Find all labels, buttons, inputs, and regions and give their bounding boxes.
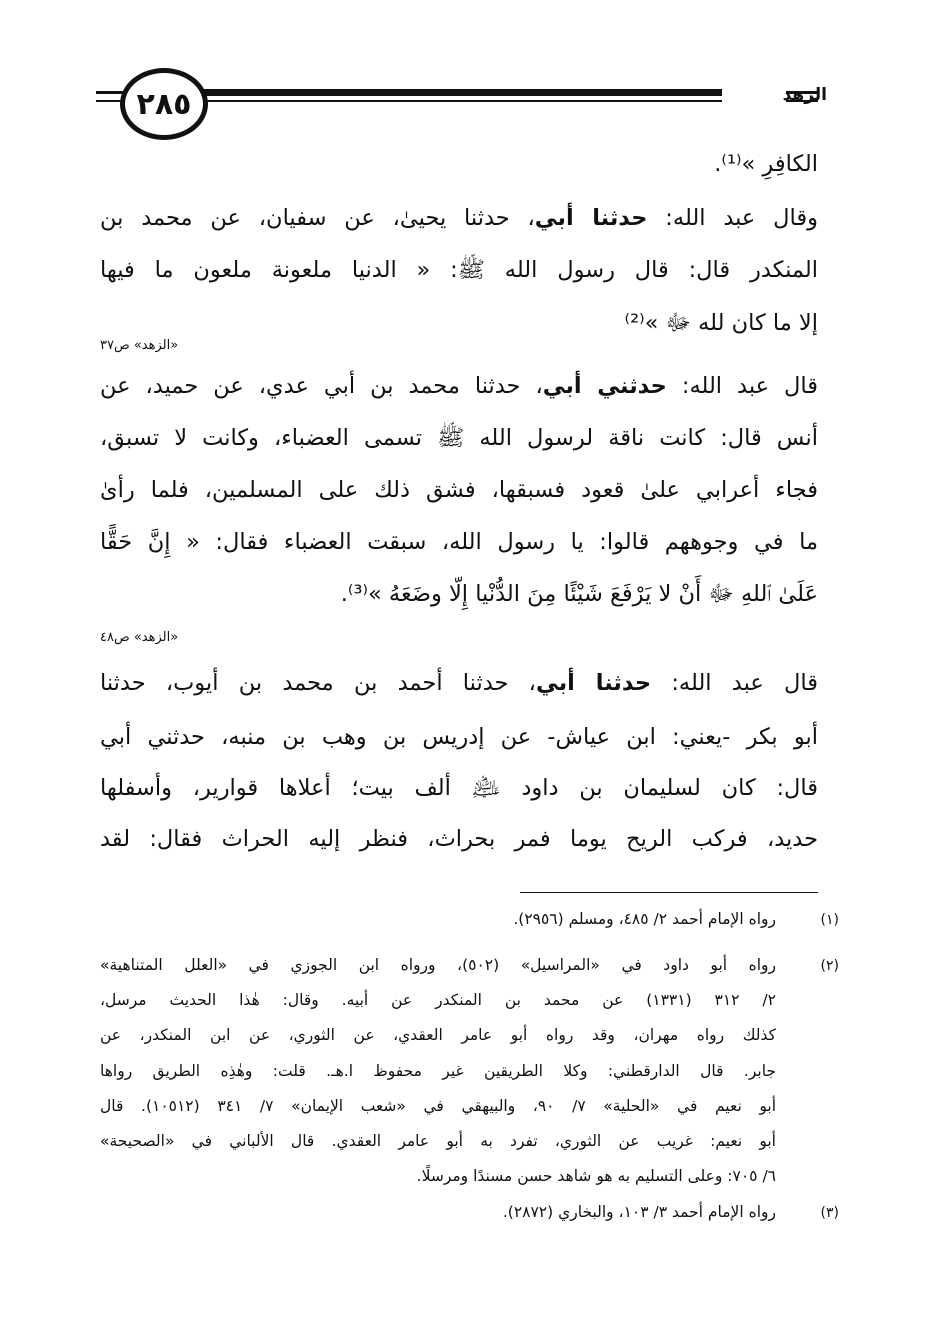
footnote-number: (٣) [820,1205,839,1221]
text-line: الكافِرِ »⁽¹⁾. [714,151,818,177]
text-line: عَلَىٰ ٱللهِ ﷻ أَنْ لا يَرْفَعَ شَيْئًا مِنَ الدُّنْيا إِلّا وضَعَهُ »⁽³⁾. [340,581,818,607]
text-line: حديد، فركب الريح يوما فمر بحراث، فنظر إليه الحراث فقال: لقد [100,826,818,852]
footnote-line: رواه الإمام أحمد ٣/ ١٠٣، والبخاري (٢٨٧٢). [502,1203,776,1221]
text-line: وقال عبد الله: حدثنا أبي، حدثنا يحيىٰ، عن سفيان، عن محمد بن [100,205,818,231]
footnote-line: ٦/ ٧٠٥: وعلى التسليم به هو شاهد حسن مسندًا ومرسلًا. [416,1167,776,1185]
narrator-bold: حدثنا أبي [534,205,648,231]
text-line: قال عبد الله: حدثنا أبي، حدثنا أحمد بن محمد بن أيوب، حدثنا [100,670,819,696]
footnote-line: ٢/ ٣١٢ (١٣٣١) عن محمد بن المنكدر عن أبيه. وقال: هٰذا الحديث مرسل، [100,991,776,1009]
footnote-line: جابر. قال الدارقطني: وكلا الطريقين غير محفوظ ا.هـ. قلت: وهٰذِه الطريق رواها [100,1062,776,1080]
text-line: قال: كان لسليمان بن داود ﵇ ألف بيت؛ أعلاها قوارير، وأسفلها [100,775,818,801]
footnote-line: رواه الإمام أحمد ٢/ ٤٨٥، ومسلم (٢٩٥٦). [513,910,776,928]
text-line: أبو بكر -يعني: ابن عياش- عن إدريس بن وهب بن منبه، حدثني أبي [100,724,818,750]
footnote-number: (١) [820,912,839,928]
text-line: المنكدر قال: قال رسول الله ﷺ: « الدنيا ملعونة ملعون ما فيها [100,257,818,283]
footnote-line: كذلك رواه مهران، وقد رواه أبو عامر العقدي، عن الثوري، عن ابن المنكدر، عن [100,1026,776,1044]
running-title: الزهد [782,85,827,105]
text-line: ما في وجوههم قالوا: يا رسول الله، سبقت العضباء فقال: « إِنَّ حَقًّا [100,529,818,555]
text-line: فجاء أعرابي علىٰ قعود فسبقها، فشق ذلك على المسلمين، فلما رأىٰ [100,477,818,503]
header-rule-thick [196,89,722,96]
footnote-line: رواه أبو داود في «المراسيل» (٥٠٢)، ورواه ابن الجوزي في «العلل المتناهية» [100,956,776,974]
text-line: أنس قال: كانت ناقة لرسول الله ﷺ تسمى العضباء، وكانت لا تسبق، [100,425,818,451]
page-number-badge [120,68,208,140]
header-rule-thin [196,100,722,102]
source-reference: «الزهد» ص٤٨ [100,630,179,645]
text-line: قال عبد الله: حدثني أبي، حدثنا محمد بن أبي عدي، عن حميد، عن [100,373,818,399]
narrator-bold: حدثني أبي [542,373,667,399]
footnote-separator [520,892,818,893]
footnote-line: أبو نعيم في «الحلية» ٧/ ٩٠، والبيهقي في «شعب الإيمان» ٧/ ٣٤١ (١٠٥١٢). قال [100,1097,776,1115]
footnote-number: (٢) [820,958,839,974]
page-number: ٢٨٥ [136,86,192,122]
text-line: إلا ما كان لله ﷻ »⁽²⁾ [624,310,818,336]
narrator-bold: حدثنا أبي [535,670,652,696]
footnote-line: أبو نعيم: غريب عن الثوري، تفرد به أبو عامر العقدي. قال الألباني في «الصحيحة» [100,1132,776,1150]
source-reference: «الزهد» ص٣٧ [100,338,179,353]
